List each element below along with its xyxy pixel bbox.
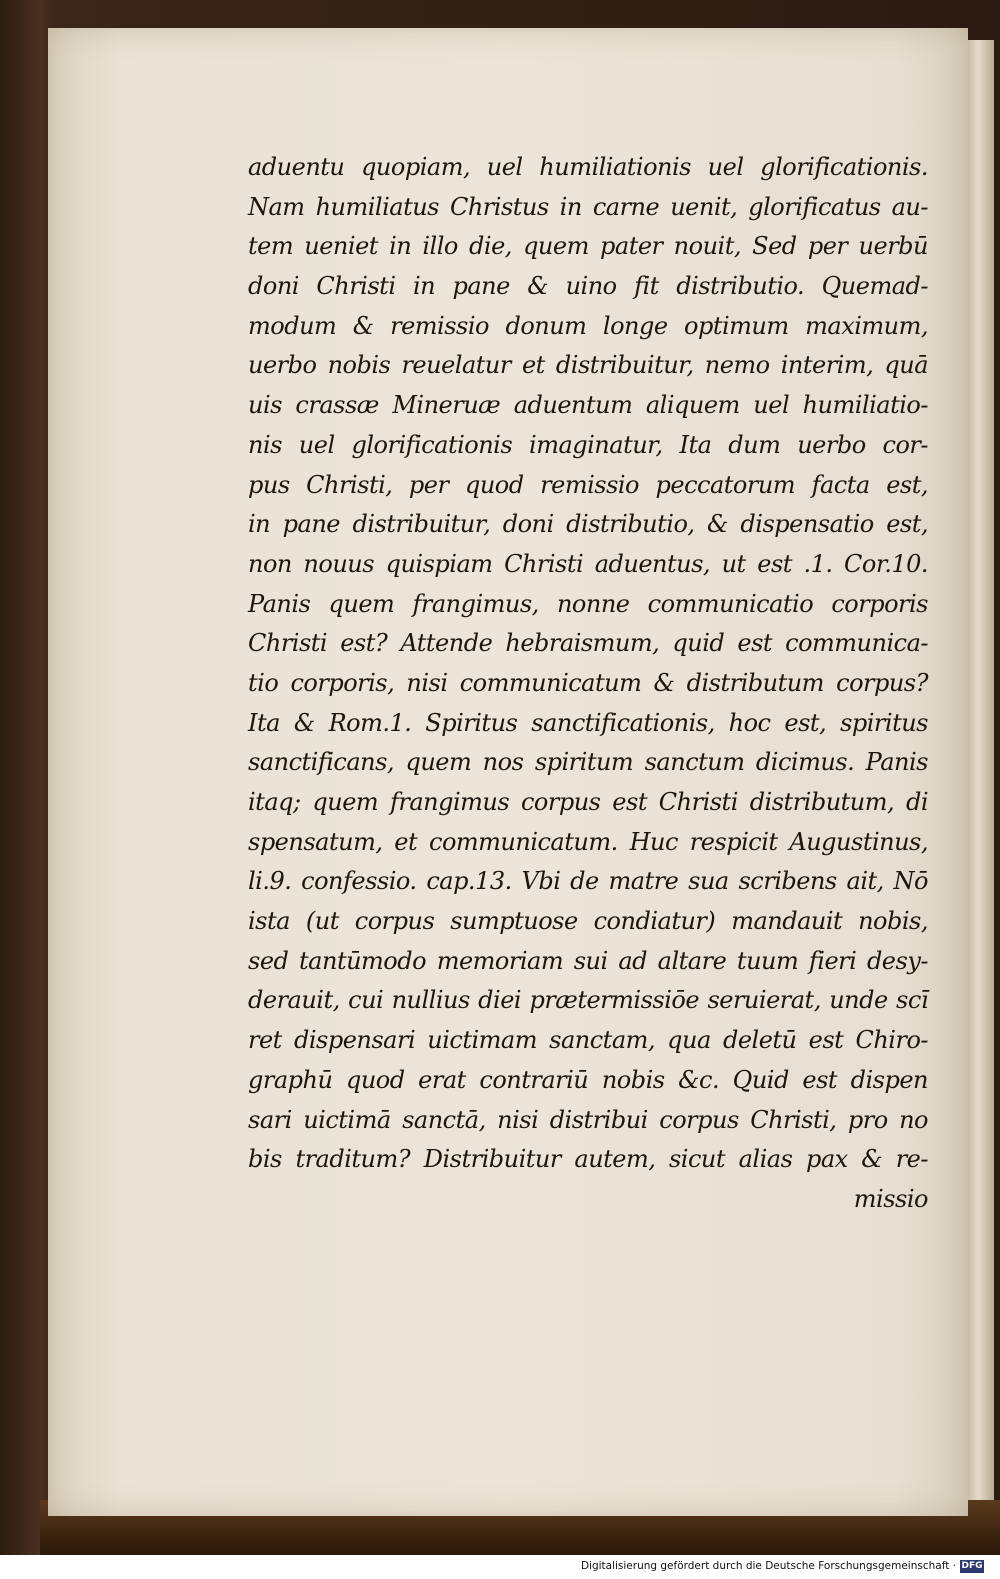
funding-notice: Digitalisierung gefördert durch die Deutsche Forschungsgemeinschaft · [580,1560,956,1572]
text-line: in pane distribuitur, doni distributio, & dispensatio est, [248,510,928,539]
text-line: bis traditum? Distribuitur autem, sicut alias pax & re- [248,1145,928,1174]
text-line: Christi est? Attende hebraismum, quid est communica- [248,629,928,658]
text-line: sanctificans, quem nos spiritum sanctum dicimus. Panis [248,748,928,777]
text-line: uis crassæ Mineruæ aduentum aliquem uel humiliatio- [248,391,928,420]
text-line: sari uictimā sanctā, nisi distribui corpus Christi, pro no [248,1105,928,1134]
text-line: nis uel glorificationis imaginatur, Ita dum uerbo cor- [248,430,928,459]
text-line: tio corporis, nisi communicatum & distributum corpus? [248,668,928,697]
text-line: ista (ut corpus sumptuose condiatur) mandauit nobis, [248,907,928,936]
text-line: spensatum, et communicatum. Huc respicit Augustinus, [248,827,928,856]
digitization-footer [0,1555,1000,1579]
text-line: Nam humiliatus Christus in carne uenit, glorificatus au- [248,192,928,221]
page-edge [968,40,994,1500]
dfg-logo-icon: DFG [961,1561,983,1571]
text-line: graphū quod erat contrariū nobis &c. Quid est dispen [248,1065,928,1094]
text-line: sed tantūmodo memoriam sui ad altare tuum fieri desy- [248,946,928,975]
text-line: pus Christi, per quod remissio peccatorum facta est, [248,470,928,499]
text-line: aduentu quopiam, uel humiliationis uel glorificationis. [248,153,928,181]
text-line: li.9. confessio. cap.13. Vbi de matre sua scribens ait, Nō [248,867,928,896]
text-line: derauit, cui nullius diei prætermissiōe seruierat, unde scī [248,986,928,1015]
text-line: modum & remissio donum longe optimum maximum, [248,311,928,340]
text-line: non nouus quispiam Christi aduentus, ut est .1. Cor.10. [248,549,928,578]
catchword: missio [853,1184,928,1213]
text-line: Ita & Rom.1. Spiritus sanctificationis, hoc est, spiritus [248,708,928,737]
text-line: Panis quem frangimus, nonne communicatio corporis [248,589,928,618]
page-text-block [248,148,928,1220]
text-line: tem ueniet in illo die, quem pater nouit, Sed per uerbū [248,232,928,261]
text-line: ret dispensari uictimam sanctam, qua deletū est Chiro- [248,1026,928,1055]
text-line: uerbo nobis reuelatur et distribuitur, nemo interim, quā [248,351,928,380]
text-line: itaq; quem frangimus corpus est Christi distributum, di [248,788,928,816]
text-line: doni Christi in pane & uino fit distributio. Quemad- [248,272,928,301]
